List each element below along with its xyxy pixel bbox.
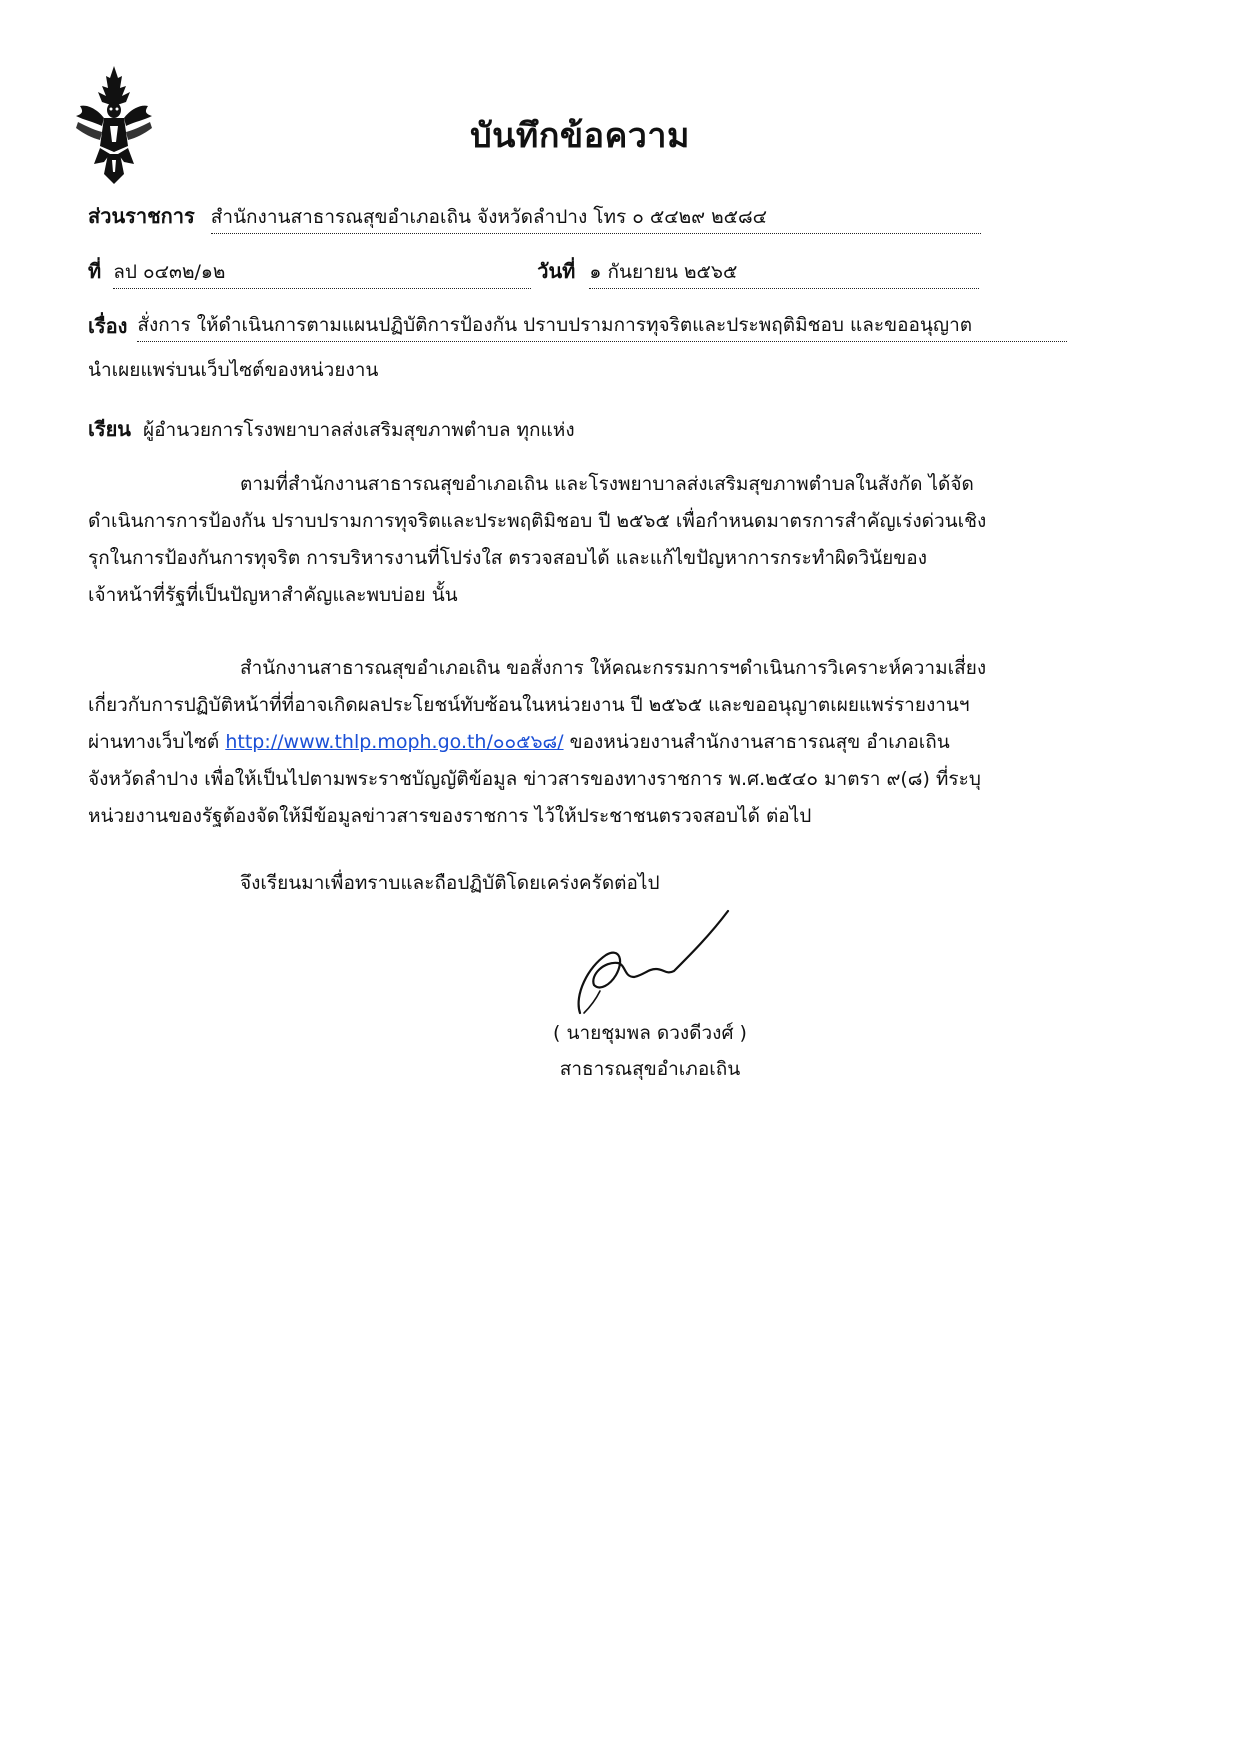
addressee-line [88, 413, 575, 445]
addressee-value: ผู้อำนวยการโรงพยาบาลส่งเสริมสุขภาพตำบล ทุกแห่ง [143, 419, 575, 441]
link-prefix-text: ผ่านทางเว็บไซต์ [88, 731, 226, 753]
paragraph-line: หน่วยงานของรัฐต้องจัดให้มีข้อมูลข่าวสารของราชการ ไว้ให้ประชาชนตรวจสอบได้ ต่อไป [88, 805, 812, 827]
subject-value: สั่งการ ให้ดำเนินการตามแผนปฏิบัติการป้องกัน ปราบปรามการทุจริตและประพฤติมิชอบ และขออนุญาต [137, 310, 1067, 342]
closing-line: จึงเรียนมาเพื่อทราบและถือปฏิบัติโดยเคร่งครัดต่อไป [240, 872, 660, 894]
addressee-label: เรียน [88, 417, 131, 441]
memo-title: บันทึกข้อความ [470, 116, 690, 156]
body-paragraph-2 [88, 650, 1072, 835]
website-link[interactable]: http://www.thlp.moph.go.th/๐๐๕๖๘/ [225, 731, 564, 753]
agency-line [88, 200, 981, 234]
handwritten-signature [560, 905, 730, 1017]
paragraph-line: ดำเนินการการป้องกัน ปราบปรามการทุจริตและประพฤติมิชอบ ปี ๒๕๖๕ เพื่อกำหนดมาตรการสำคัญเร่งด่วนเชิง [88, 510, 987, 532]
subject-line [88, 310, 1067, 342]
paragraph-line-with-link [88, 724, 1072, 761]
date-value: ๑ กันยายน ๒๕๖๕ [589, 257, 979, 289]
paragraph-line: สำนักงานสาธารณสุขอำเภอเถิน ขอสั่งการ ให้คณะกรรมการฯดำเนินการวิเคราะห์ความเสี่ยง [240, 657, 987, 679]
subject-label: เรื่อง [88, 314, 128, 338]
paragraph-line: ตามที่สำนักงานสาธารณสุขอำเภอเถิน และโรงพยาบาลส่งเสริมสุขภาพตำบลในสังกัด ได้จัด [240, 473, 974, 495]
agency-label: ส่วนราชการ [88, 204, 195, 228]
paragraph-line: เกี่ยวกับการปฏิบัติหน้าที่ที่อาจเกิดผลประโยชน์ทับซ้อนในหน่วยงาน ปี ๒๕๖๕ และขออนุญาตเผยแพร่รายงานฯ [88, 694, 970, 716]
reference-label: ที่ [88, 259, 102, 283]
paragraph-line: เจ้าหน้าที่รัฐที่เป็นปัญหาสำคัญและพบบ่อย นั้น [88, 584, 458, 606]
reference-line [88, 255, 979, 289]
signer-position: สาธารณสุขอำเภอเถิน [559, 1058, 741, 1080]
agency-value: สำนักงานสาธารณสุขอำเภอเถิน จังหวัดลำปาง โทร ๐ ๕๔๒๙ ๒๕๘๔ [211, 202, 981, 234]
body-paragraph-1 [88, 466, 1072, 614]
signer-name: ( นายชุมพล ดวงดีวงศ์ ) [553, 1022, 747, 1044]
subject-continuation: นำเผยแพร่บนเว็บไซต์ของหน่วยงาน [88, 359, 379, 381]
date-label: วันที่ [537, 259, 576, 283]
paragraph-line: รุกในการป้องกันการทุจริต การบริหารงานที่โปร่งใส ตรวจสอบได้ และแก้ไขปัญหาการกระทำผิดวินัยของ [88, 547, 927, 569]
paragraph-line: จังหวัดลำปาง เพื่อให้เป็นไปตามพระราชบัญญัติข้อมูล ข่าวสารของทางราชการ พ.ศ.๒๕๔๐ มาตรา ๙(๘) ที่ระบุ [88, 768, 981, 790]
reference-value: ลป ๐๔๓๒/๑๒ [113, 257, 531, 289]
link-suffix-text: ของหน่วยงานสำนักงานสาธารณสุข อำเภอเถิน [563, 731, 950, 753]
